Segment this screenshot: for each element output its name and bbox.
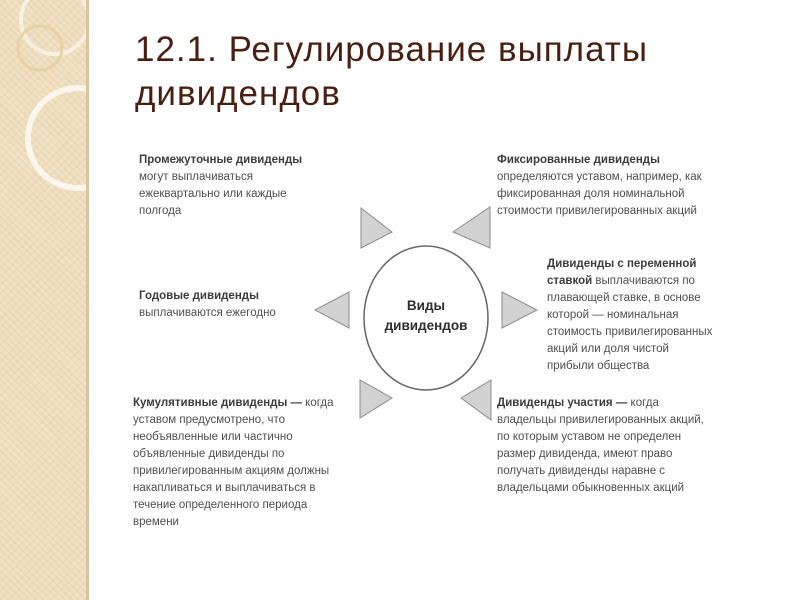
block-variable-dividends — [547, 256, 767, 375]
arrow-top-right — [453, 207, 490, 248]
block-heading: Промежуточные дивиденды — [139, 154, 303, 166]
block-line: владельцы привилегированных акций, — [497, 414, 704, 426]
center-label-line2: дивидендов — [384, 318, 468, 333]
block-line: объявленные дивиденды по — [133, 448, 285, 460]
block-line: которой — номинальная — [547, 309, 679, 321]
block-line: определяются уставом, например, как — [497, 171, 702, 183]
block-line: времени — [133, 516, 179, 528]
block-line: стоимости привилегированных акций — [497, 205, 697, 217]
block-line: необъявленные или частично — [133, 431, 293, 443]
block-line: прибыли общества — [547, 360, 650, 372]
block-participating-dividends — [497, 395, 767, 497]
block-line: акций или доля чистой — [547, 343, 669, 355]
block-line — [133, 395, 373, 412]
block-line-rest: выплачиваются по — [592, 275, 695, 287]
block-line: выплачиваются ежегодно — [139, 307, 276, 319]
block-line: по которым уставом не определен — [497, 431, 682, 443]
slide-title: 12.1. Регулирование выплаты дивидендов — [135, 30, 648, 113]
arrow-top-left — [361, 208, 392, 248]
block-heading: Дивиденды с переменной — [547, 258, 697, 270]
center-label — [365, 296, 487, 336]
block-line: накапливаться и выплачиваться в — [133, 482, 316, 494]
block-line: стоимость привилегированных — [547, 326, 713, 338]
block-heading: Фиксированные дивиденды — [497, 154, 660, 166]
block-annual-dividends — [139, 288, 339, 322]
block-heading: Кумулятивные дивиденды — — [133, 397, 302, 409]
block-line: плавающей ставке, в основе — [547, 292, 701, 304]
arrow-right — [502, 292, 537, 328]
block-line: полгода — [139, 205, 182, 217]
block-line: фиксированная доля номинальной — [497, 188, 685, 200]
block-heading-part: ставкой — [547, 275, 593, 287]
block-line: размер дивиденда, имеют право — [497, 448, 673, 460]
block-line: уставом предусмотрено, что — [133, 414, 285, 426]
block-fixed-dividends — [497, 152, 767, 220]
block-heading: Годовые дивиденды — [139, 290, 259, 302]
block-line: течение определенного периода — [133, 499, 308, 511]
block-heading-rest: когда — [301, 397, 334, 409]
block-line: владельцами обыкновенных акций — [497, 482, 685, 494]
block-heading-rest: когда — [627, 397, 659, 409]
block-line — [497, 395, 767, 412]
block-heading: Дивиденды участия — — [497, 397, 628, 409]
block-line — [547, 273, 767, 290]
block-line: получать дивиденды наравне с — [497, 465, 666, 477]
arrow-bottom-right — [461, 380, 491, 420]
center-label-line1: Виды — [406, 298, 446, 313]
block-cumulative-dividends — [133, 395, 373, 531]
block-line: могут выплачиваться — [139, 171, 253, 183]
block-interim-dividends — [139, 152, 354, 220]
block-line: ежеквартально или каждые — [139, 188, 287, 200]
block-line: привилегированным акциям должны — [133, 465, 330, 477]
